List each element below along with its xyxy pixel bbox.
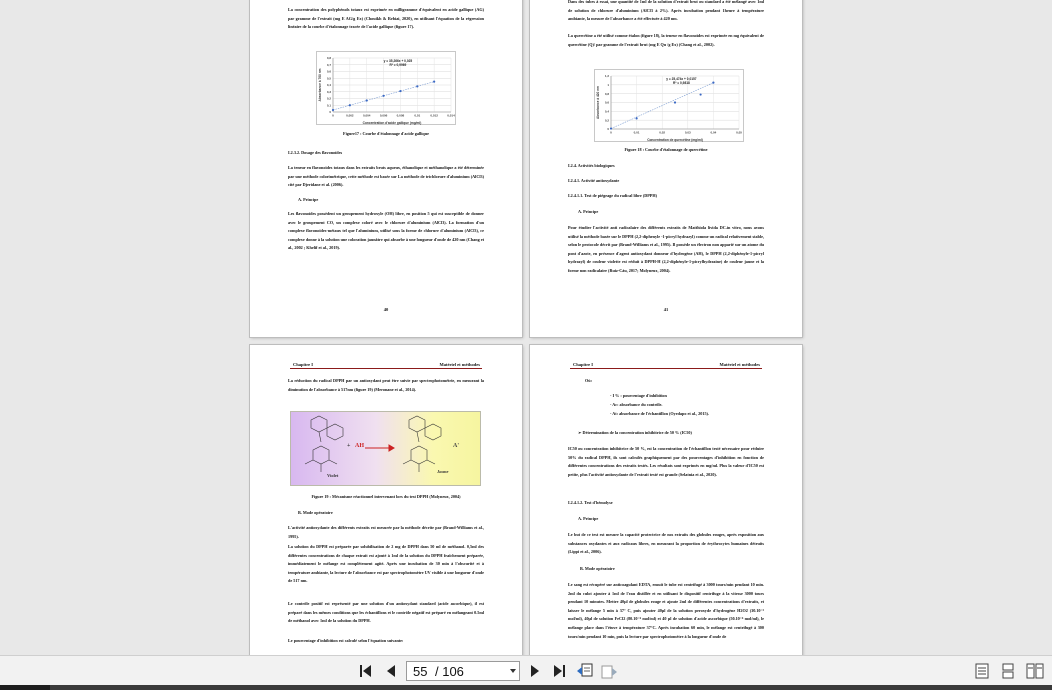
y-axis-label: Absorbance à 420 nm xyxy=(596,86,600,119)
paragraph: La teneur en flavonoïdes totaux dans les extraits bruts aqueux, éthanolique et méthanolique a été déterminée par une méthode colorimétrique, cette méthode est basée sur La méthode de trichlorure d'aluminium (AlCl3) cité par Djeridane et al. (2006). xyxy=(288,165,484,188)
history-forward-icon xyxy=(600,663,618,679)
y-tick-label: 0,8 xyxy=(326,56,331,61)
paragraph: L'activité antioxydante des différents extraits est mesurée par la méthode décrite par (Brand-Williams et al., 1995). xyxy=(288,525,484,539)
section-heading: A. Principe xyxy=(578,516,599,521)
page-43 xyxy=(530,345,802,655)
y-tick-label: 0,3 xyxy=(326,89,331,94)
last-page-button[interactable] xyxy=(549,660,569,682)
chart-gallic-acid xyxy=(316,51,456,125)
scrollbar-thumb[interactable] xyxy=(50,685,1052,690)
current-page-number[interactable]: 55 xyxy=(413,664,428,679)
x-tick-label: 0,002 xyxy=(346,113,354,118)
data-point xyxy=(366,99,368,101)
section-heading: I.2.4. Activités biologiques xyxy=(568,163,615,168)
single-page-view-icon xyxy=(975,663,989,679)
gallic-acid-calibration-chart xyxy=(317,52,457,126)
last-page-icon xyxy=(552,664,566,678)
header-chapter: Chapitre I xyxy=(573,362,594,367)
total-pages: / 106 xyxy=(435,664,464,679)
y-tick-label: 0,5 xyxy=(326,76,331,81)
data-point xyxy=(636,117,638,119)
y-tick-label: 1,2 xyxy=(604,74,609,79)
x-tick-label: 0 xyxy=(610,130,612,135)
data-point xyxy=(399,90,401,92)
x-tick-label: 0,004 xyxy=(362,113,371,118)
dpph-reaction-scheme xyxy=(290,411,481,486)
y-tick-label: 0 xyxy=(607,127,609,132)
paragraph: Le contrôle positif est représenté par une solution d'un antioxydant standard (acide ascorbique), il est préparé dans les mêmes conditions que les échantillons et le contrôle négatif est préparé en mélangeant 0.5ml de méthanol avec 1ml de la solution du DPPH. xyxy=(288,601,484,624)
facing-pages-view-icon xyxy=(1026,663,1044,679)
x-tick-label: 0,012 xyxy=(430,113,438,118)
header-title: Matériel et méthodes xyxy=(439,362,480,367)
list-item: - I % : pourcentage d'inhibition xyxy=(610,393,667,398)
y-axis-label: Absorbance à 760 nm xyxy=(318,68,322,102)
r-squared-label: R² = 0,9818 xyxy=(673,81,690,85)
paragraph: La quercétine a été utilisé comme étalon (figure 18), la teneur en flavonoïdes est exprimée en mg équivalent de quercétine (Q)/ par gramme de l'extrait brut (mg E Qu /g Ex) (Chang et al., 2002). xyxy=(568,33,764,47)
list-item-text: Ac: absorbance du contrôle. xyxy=(612,402,663,407)
paragraph: Pour étudier l'activité anti radicalaire des différents extraits de Matthiola livida DC.in vitro, nous avons utilisé la méthode basée sur le DPPH (2,2-diphenyle -1-picryl hydrazyl) comme un radical relativement stable, selon le protocole décrit par (Brand-Williams et al., 1995). Il possède un électron non apparié sur un atome du pont d'azote, en présence d'agent antioxydant donneur d'hydrogène (AH), le DPPH (2,2-diphényle-1-picryl hydrazyl) de couleur violette est réduit à DPPH-H (2,2-diphényle-1-picrylhydrazine) de couleur jaune et la forme non radicalaire (Ruiz-Cáu, 2017; Molyneux, 2004). xyxy=(568,225,764,273)
paragraph: Les flavonoïdes possèdent un groupement hydroxyle (OH) libre, en position 5 qui est susceptible de donner avec le groupement CO, un complexe coloré avec le chlorure d'aluminium (AlCl3). La formation d'un complexe flavonoïdes-métaux tel que l'aluminium, utilisé sous la forme de chlorure d'aluminium (AlCl3), ce complexe donne à la solution une coloration jaunâtre qui absorbe à une longueur d'onde de 420 nm (Chang et al., 2002 ; Khelif et al., 2019). xyxy=(288,211,484,251)
figure-caption: Figure17 : Courbe d'étalonnage d'acide gallique xyxy=(343,131,429,136)
paragraph: Le sang est récupéré sur anticoagulant EDTA, ensuit le tube est centrifugé à 3000 tours/min pendant 10 min. 2ml du culot ajouter à 1ml de l'eau distillée et en utilisant le dispositif centrifuge à la vitesse 3000 tours pendant 10 minutes. Mettre 40µl de globules rouge et ajoute 2ml de différentes concentrations d'extraits, et laisser le mélange 5 min à 37° C, puis ajouter 40µl de la solution peroxyde d'hydrogène H2O2 (30.10⁻³ mol/ml), 40µl de solution FeCl2 (80.10⁻⁶ mol/ml) et 40 µl de solution d'acide ascorbique (50.10⁻⁶ mol/ml), le mélange place dans l'étuve à température 37°C. Après incubation 60 min, le mélange est centrifugé à 300 tours/min pendant 10 min, puis la lecture par spectrophotomètre à la longueur d'onde de xyxy=(568,582,764,639)
history-forward-button[interactable] xyxy=(598,660,620,682)
x-tick-label: 0,006 xyxy=(379,113,388,118)
x-axis-label: Concentration de quercétine (mg/ml) xyxy=(647,138,703,142)
y-tick-label: 0,8 xyxy=(604,91,609,96)
x-tick-label: 0 xyxy=(332,113,334,118)
scheme-a-radical: A' xyxy=(453,443,459,449)
continuous-view-icon xyxy=(1001,663,1015,679)
paragraph: La concentration des polyphénols totaux est exprimée en milligramme d'équivalent en acide gallique (AG) par gramme de l'extrait (mg E AG/g Ex) (Chouikh & Rebiai, 2020), en utilisant l'équation de la régression linéaire de la courbe d'étalonnage tracée de l'acide gallique (figure 17). xyxy=(288,7,484,30)
list-item: - At: absorbance de l'échantillon (Oyedapo et al., 2015). xyxy=(610,411,709,416)
data-point xyxy=(349,104,351,106)
paragraph: La réduction du radical DPPH par un antioxydant peut être suivie par spectrophotométrie, en mesurant la diminution de l'absorbance à 517nm (figure 19) (Meronane et al., 2014). xyxy=(288,378,484,392)
navigation-toolbar xyxy=(0,655,1052,685)
facing-pages-view-button[interactable] xyxy=(1024,660,1046,682)
scheme-violet-label: Violet xyxy=(327,473,339,478)
x-tick-label: 0,008 xyxy=(396,113,405,118)
y-tick-label: 0,1 xyxy=(326,103,331,108)
previous-page-icon xyxy=(385,664,397,678)
page-42 xyxy=(250,345,522,655)
section-heading: B. Mode opératoire xyxy=(298,510,333,515)
quercetin-calibration-chart xyxy=(595,70,745,143)
next-page-icon xyxy=(529,664,541,678)
running-header xyxy=(290,360,482,369)
data-point xyxy=(433,81,435,83)
previous-page-button[interactable] xyxy=(381,660,401,682)
page-number: 40 xyxy=(383,307,389,312)
data-point xyxy=(700,93,702,95)
first-page-icon xyxy=(359,664,373,678)
x-tick-label: 0,01 xyxy=(633,130,640,135)
data-point xyxy=(416,85,418,87)
section-heading: I.2.3.2. Dosage des flavonoïdes xyxy=(288,150,343,155)
paragraph: La solution du DPPH est préparée par solubilisation de 2 mg de DPPH dans 50 ml de méthanol. 0,5ml des différentes concentrations de chaque extrait est ajouté à 1ml de la solution du DPPH fraîchement préparée, immédiatement le mélange est complètement agité. Après une incubation de 30 min à l'obscurité et à température ambiante, la lecture de l'absorbance est par spectrophotomètre UV visible à une longueur d'onde de 517 nm. xyxy=(288,544,484,584)
data-point xyxy=(674,101,676,103)
paragraph: IC50 ou concentration inhibitrice de 50 %, est la concentration de l'échantillon testé nécessaire pour réduire 50% du radical DPPH, ils sont calculés graphiquement par des pourcentages d'inhibition en fonction de différentes concentrations des extraits testés. Les résultats sont exprimés en mg/ml. Plus la valeur d'IC50 est petite, plus l'activité antioxydante de l'extrait testé est grande (Selatnia et al., 2020). xyxy=(568,446,764,477)
section-heading: A. Principe xyxy=(578,209,599,214)
data-point xyxy=(332,109,334,111)
data-point xyxy=(712,82,714,84)
y-tick-label: 0,6 xyxy=(326,69,331,74)
y-tick-label: 0,4 xyxy=(326,83,331,88)
y-tick-label: 1 xyxy=(607,83,609,88)
y-tick-label: 0,2 xyxy=(326,96,331,101)
x-axis-label: Concentration d'acide gallique (mg/ml) xyxy=(362,121,422,125)
list-item-text: I % : pourcentage d'inhibition xyxy=(612,393,667,398)
y-tick-label: 0 xyxy=(329,110,331,115)
scheme-ah: AH xyxy=(355,443,364,449)
y-tick-label: 0,6 xyxy=(604,100,609,105)
section-heading: A. Principe xyxy=(298,197,319,202)
paragraph: Le pourcentage d'inhibition est calculé selon l'équation suivante: xyxy=(288,638,404,643)
y-tick-label: 0,2 xyxy=(604,118,609,123)
chevron-down-icon[interactable] xyxy=(510,669,516,673)
paragraph: Dans des tubes à essai, une quantité de 1ml de la solution d'extrait brut ou standard a été mélangé avec 1ml de solution de chlorure d'aluminium (AlCl3 à 2%). Après incubation pendant 1heure à température ambiante, la mesure de l'absorbance a été effectuée à 420 nm. xyxy=(568,0,764,22)
chart-quercetin xyxy=(594,69,744,142)
continuous-view-button[interactable] xyxy=(998,660,1018,682)
scheme-jaune-label: Jaune xyxy=(437,469,449,474)
data-point xyxy=(382,95,384,97)
figure-caption: Figure 18 : Courbe d'étalonnage de quercétine xyxy=(624,147,708,152)
single-page-view-button[interactable] xyxy=(972,660,992,682)
paragraph: Le but de ce test est mesure la capacité protectrice de nos extraits des globules rouges, après exposition aux substances oxydantes et aux radicaux libres, en mesurant la proportion de érythrocytes humaines détruits (Lippi et al., 2006). xyxy=(568,532,764,555)
figure-caption: Figure 19 : Mécanisme réactionnel intervenant lors du test DPPH (Molyneux, 2004) xyxy=(311,494,461,499)
page-number-select[interactable] xyxy=(406,661,520,681)
data-point xyxy=(610,127,612,129)
r-squared-label: R² = 0,9969 xyxy=(389,63,407,67)
first-page-button[interactable] xyxy=(356,660,376,682)
scheme-plus: + xyxy=(347,443,351,449)
x-tick-label: 0,04 xyxy=(710,130,717,135)
x-tick-label: 0,02 xyxy=(659,130,666,135)
list-item-text: At: absorbance de l'échantillon (Oyedapo et al., 2015). xyxy=(612,411,709,416)
section-heading: I.2.4.1. Activité antioxydante xyxy=(568,178,620,183)
section-heading: B. Mode opératoire xyxy=(580,566,615,571)
trendline-equation: y = 35,266x + 0,025 xyxy=(383,59,413,63)
section-heading: I.2.4.1.2. Test d'hémolyse xyxy=(568,500,613,505)
list-item: - Ac: absorbance du contrôle. xyxy=(610,402,663,407)
y-tick-label: 0,7 xyxy=(326,62,331,67)
x-tick-label: 0,014 xyxy=(447,113,455,118)
x-tick-label: 0,05 xyxy=(736,130,742,135)
page-41 xyxy=(530,0,802,337)
page-number: 41 xyxy=(663,307,669,312)
x-tick-label: 0,03 xyxy=(684,130,691,135)
section-heading: I.2.4.1.1. Test de piégeage du radical libre (DPPH) xyxy=(568,193,658,198)
y-tick-label: 0,4 xyxy=(604,109,609,114)
section-heading: ➢ Détermination de la concentration inhibitrice de 50 % (IC50) xyxy=(578,430,692,435)
header-chapter: Chapitre I xyxy=(293,362,314,367)
history-back-button[interactable] xyxy=(574,660,596,682)
horizontal-scrollbar[interactable] xyxy=(0,685,1052,690)
trendline-equation: y = 25,474x + 0,0157 xyxy=(666,77,697,81)
where-label: Où: xyxy=(585,378,592,383)
page-40 xyxy=(250,0,522,337)
header-title: Matériel et méthodes xyxy=(719,362,760,367)
next-page-button[interactable] xyxy=(525,660,545,682)
running-header xyxy=(570,360,762,369)
x-tick-label: 0,01 xyxy=(414,113,421,118)
history-back-icon xyxy=(576,663,594,679)
